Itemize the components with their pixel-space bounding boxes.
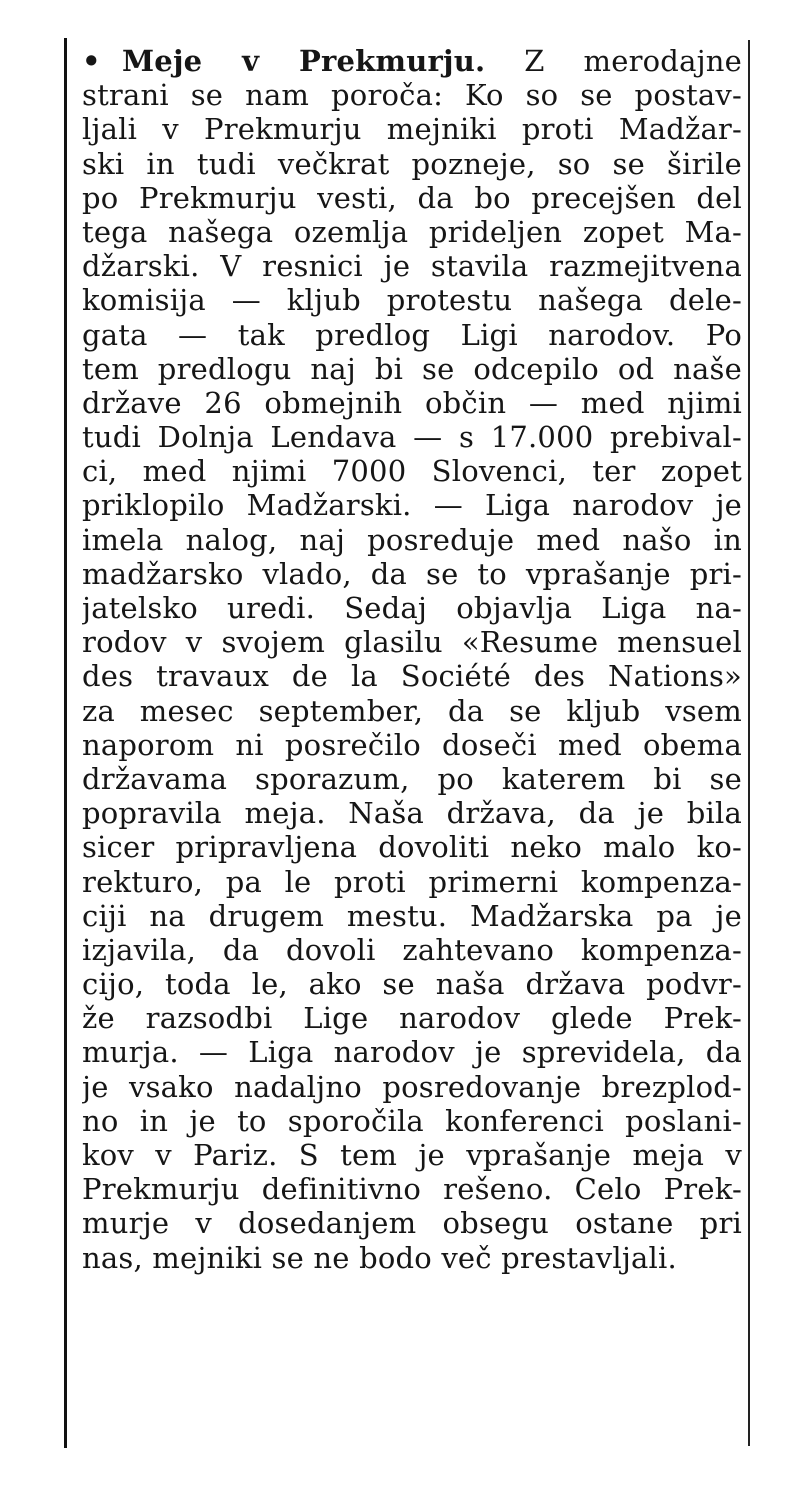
bullet-icon: • — [82, 44, 101, 78]
article-line: tem predlogu naj bi se odcepilo od naše — [82, 351, 742, 386]
column-rule-right — [748, 40, 750, 1446]
article-line: naporom ni posrečilo doseči med obema — [82, 727, 742, 762]
article-headline: Meje v Prekmurju. — [122, 44, 486, 78]
article-line: ljali v Prekmurju mejniki proti Madžar- — [82, 112, 742, 147]
article-line: izjavila, da dovoli zahtevano kompenza- — [82, 932, 742, 967]
article-line: des travaux de la Société des Nations» — [82, 659, 742, 694]
article-line: državama sporazum, po katerem bi se — [82, 761, 742, 796]
article-line: Z merodajne — [524, 44, 742, 78]
column-rule-left — [64, 38, 67, 1448]
article-line: priklopilo Madžarski. — Liga narodov je — [82, 488, 742, 523]
article-first-line — [82, 44, 742, 78]
article-line: komisija — kljub protestu našega dele- — [82, 283, 742, 318]
article-line: imela nalog, naj posreduje med našo in — [82, 522, 742, 557]
article-line: je vsako nadaljno posredovanje brezplod- — [82, 1069, 742, 1104]
article-last-line: nas, mejniki se ne bodo več prestavljali. — [82, 1240, 677, 1275]
article-line: tudi Dolnja Lendava — s 17.000 prebival- — [82, 420, 742, 455]
article-line: no in je to sporočila konferenci poslani- — [82, 1103, 742, 1138]
article-line: države 26 obmejnih občin — med njimi — [82, 385, 742, 420]
article-line: murja. — Liga narodov je sprevidela, da — [82, 1035, 742, 1070]
article-line: Prekmurju definitivno rešeno. Celo Prek- — [82, 1172, 742, 1207]
article-line: že razsodbi Lige narodov glede Prek- — [82, 1001, 742, 1036]
article-line: strani se nam poroča: Ko so se postav- — [82, 78, 742, 113]
article-line: kov v Pariz. S tem je vprašanje meja v — [82, 1138, 742, 1172]
article-line: ski in tudi večkrat pozneje, so se širile — [82, 146, 742, 181]
article-line: sicer pripravljena dovoliti neko malo ko- — [82, 830, 742, 865]
article-line: popravila meja. Naša država, da je bila — [82, 796, 742, 831]
article-line: gata — tak predlog Ligi narodov. Po — [82, 317, 742, 352]
article-line: tega našega ozemlja prideljen zopet Ma- — [82, 214, 742, 249]
article-line: džarski. V resnici je stavila razmejitvena — [82, 249, 742, 284]
article-line: jatelsko uredi. Sedaj objavlja Liga na- — [82, 591, 742, 625]
article-line: ciji na drugem mestu. Madžarska pa je — [82, 898, 742, 933]
article-line: rodov v svojem glasilu «Resume mensuel — [82, 625, 742, 660]
article-line: za mesec september, da se kljub vsem — [82, 693, 742, 728]
article-column — [82, 44, 742, 1275]
article-line: rekturo, pa le proti primerni kompenza- — [82, 864, 742, 899]
article-line: cijo, toda le, ako se naša država podvr- — [82, 967, 742, 1002]
article-line: murje v dosedanjem obsegu ostane pri — [82, 1206, 742, 1241]
article-line: ci, med njimi 7000 Slovenci, ter zopet — [82, 454, 742, 489]
article-line: po Prekmurju vesti, da bo precejšen del — [82, 180, 742, 215]
article-line: madžarsko vlado, da se to vprašanje pri- — [82, 556, 742, 591]
